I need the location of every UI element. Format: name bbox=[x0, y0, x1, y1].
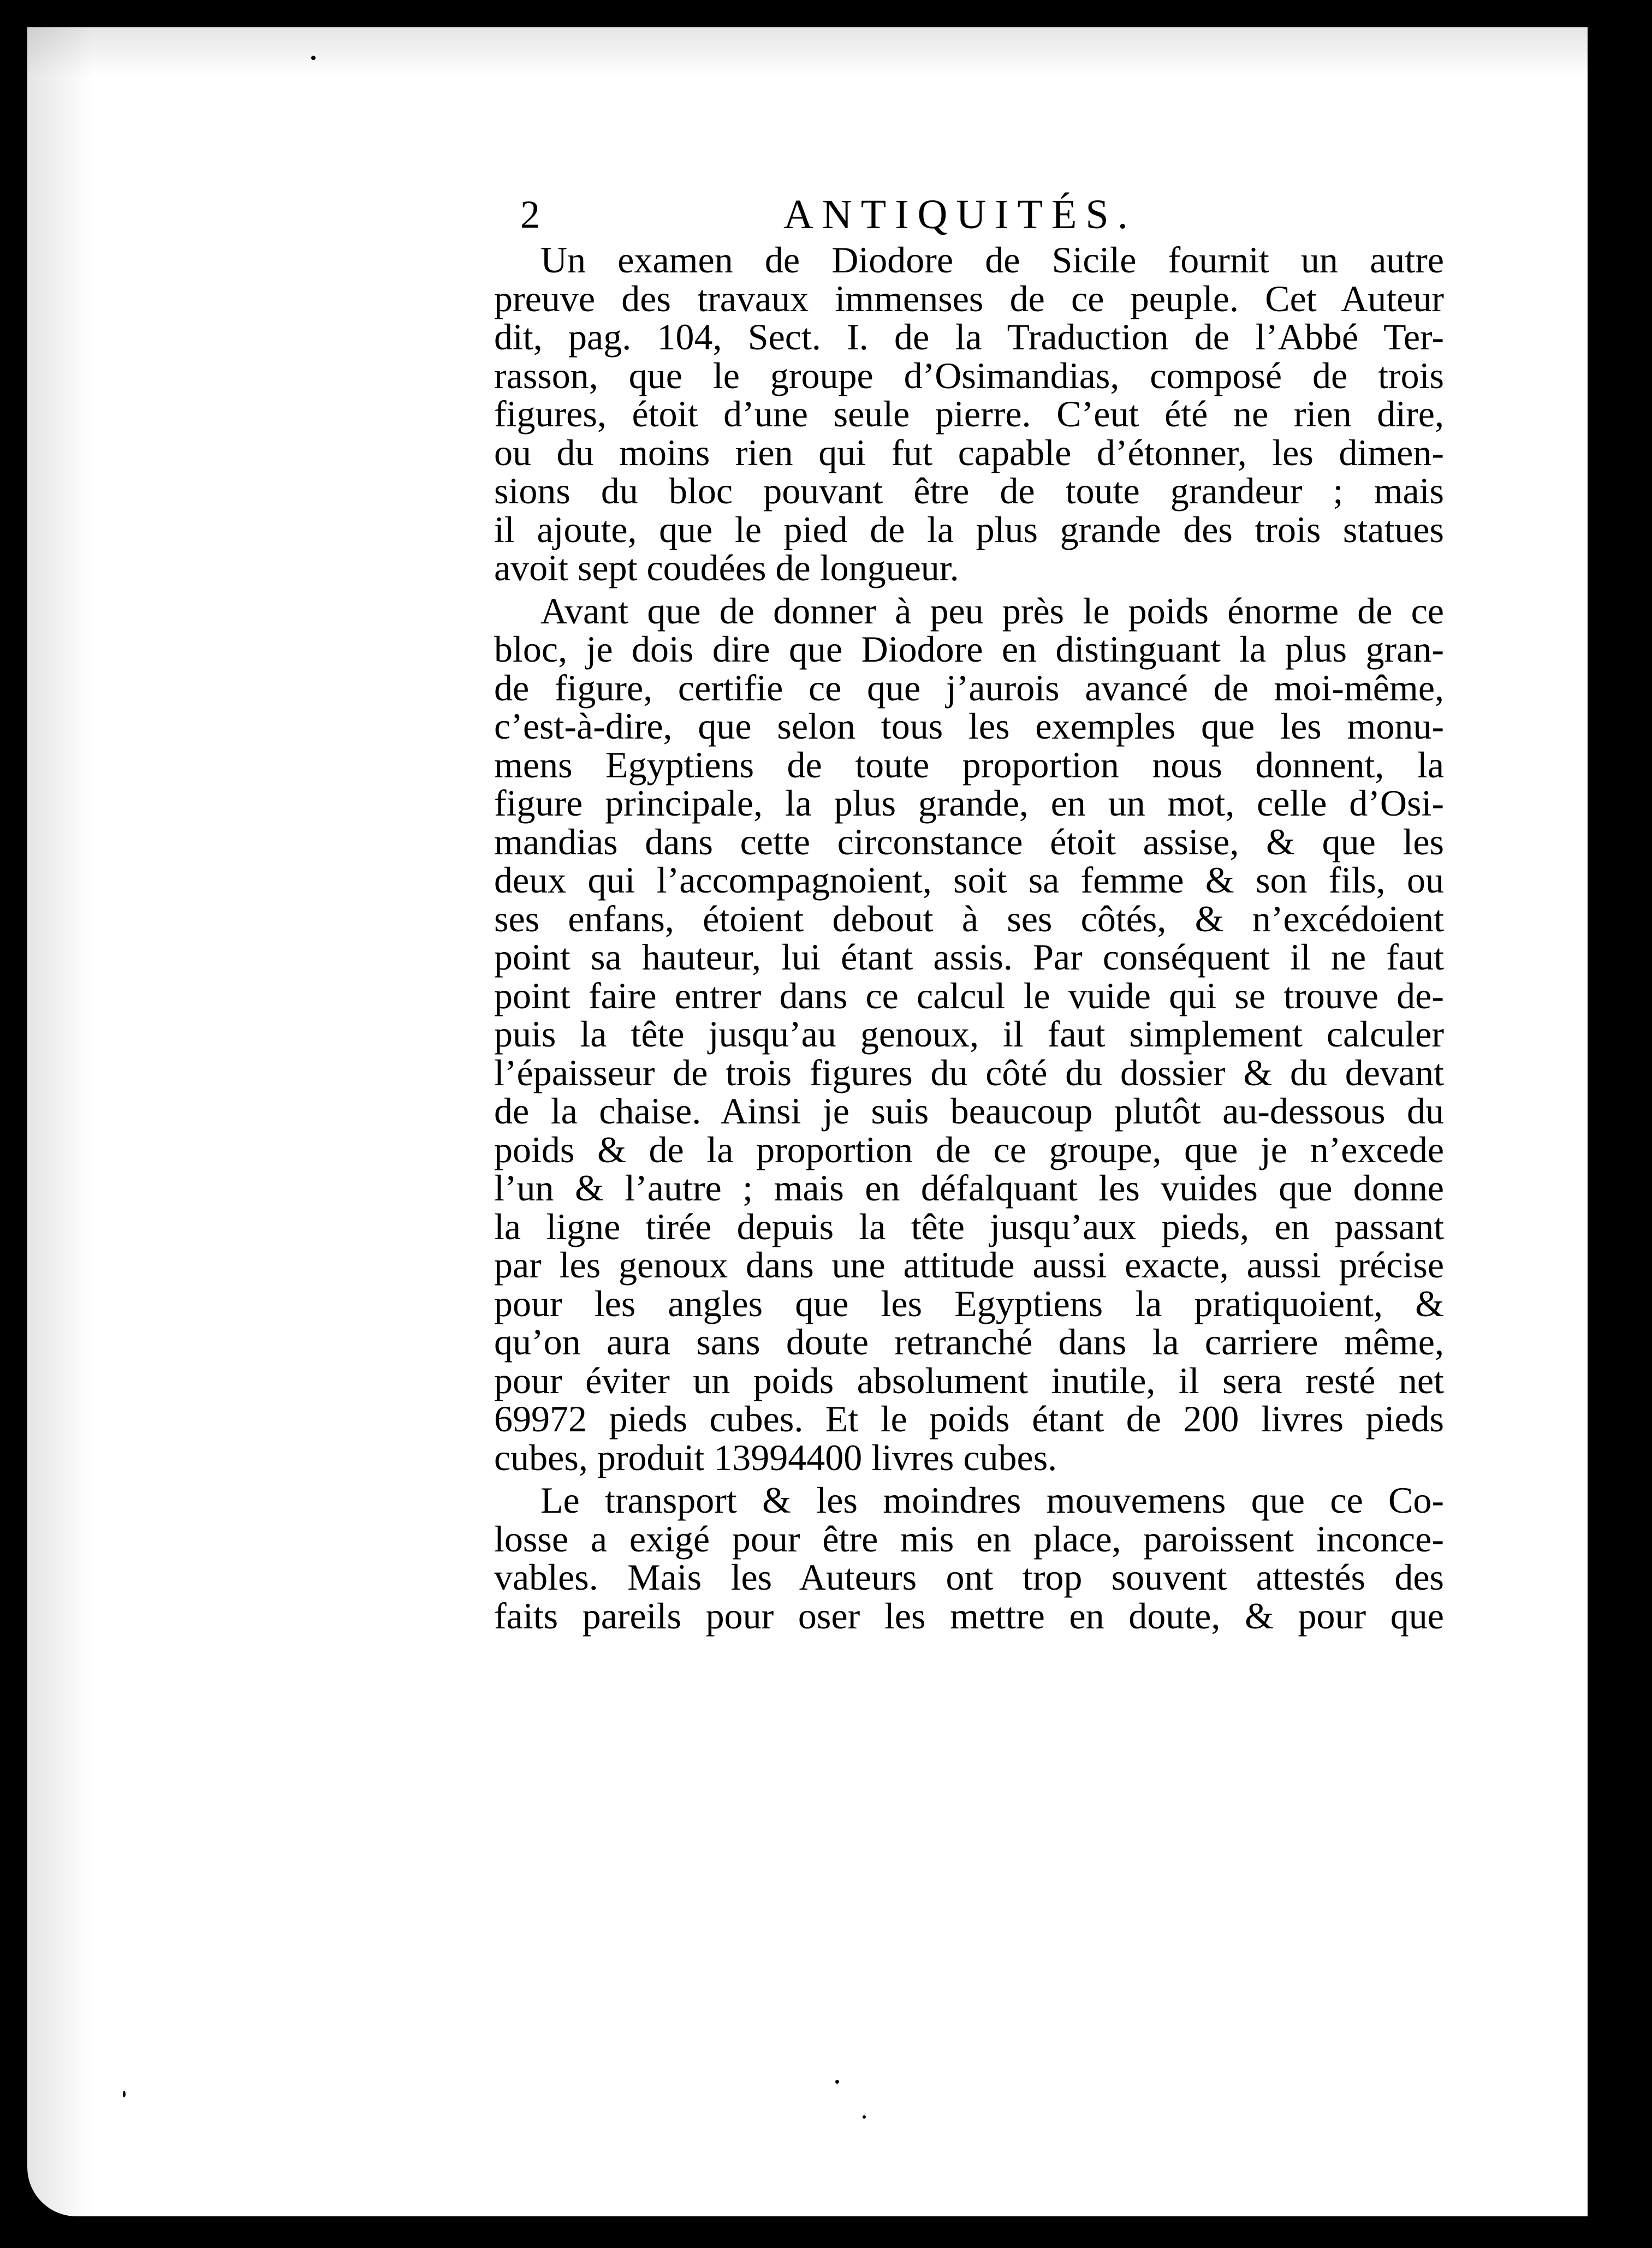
text-line: Avant que de donner à peu près le poids énorme de ce bbox=[540, 590, 1444, 632]
text-line: mandias dans cette circonstance étoit assise, & que les bbox=[494, 820, 1444, 863]
scan-border-right bbox=[1588, 27, 1620, 2216]
text-line: pour éviter un poids absolument inutile, il sera resté net bbox=[494, 1359, 1444, 1401]
text-line: 69972 pieds cubes. Et le poids étant de 200 livres pieds bbox=[494, 1398, 1444, 1440]
ink-speck bbox=[311, 56, 316, 60]
text-line: avoit sept coudées de longueur. bbox=[494, 547, 959, 588]
text-line: dit, pag. 104, Sect. I. de la Traduction de l’Abbé Ter- bbox=[494, 316, 1444, 358]
text-line: ou du moins rien qui fut capable d’étonner, les dimen- bbox=[494, 431, 1444, 473]
text-line: de la chaise. Ainsi je suis beaucoup plutôt au-dessous du bbox=[494, 1090, 1444, 1132]
text-line: figures, étoit d’une seule pierre. C’eut été ne rien dire, bbox=[494, 393, 1444, 435]
text-line: rasson, que le groupe d’Osimandias, composé de trois bbox=[494, 354, 1444, 396]
text-line: puis la tête jusqu’au genoux, il faut simplement calculer bbox=[494, 1013, 1444, 1055]
page-number: 2 bbox=[520, 193, 540, 236]
running-title: ANTIQUITÉS. bbox=[783, 192, 1137, 237]
text-line: point faire entrer dans ce calcul le vuide qui se trouve de- bbox=[494, 974, 1444, 1016]
text-line: losse a exigé pour être mis en place, paroissent inconce- bbox=[494, 1518, 1444, 1560]
scan-shadow-top bbox=[27, 27, 1620, 76]
paragraph-3 bbox=[494, 1481, 1444, 1635]
text-line: l’un & l’autre ; mais en défalquant les vuides que donne bbox=[494, 1167, 1444, 1209]
text-line: bloc, je dois dire que Diodore en distinguant la plus gran- bbox=[494, 628, 1444, 670]
text-line: Le transport & les moindres mouvemens que ce Co- bbox=[540, 1479, 1444, 1521]
text-line: figure principale, la plus grande, en un mot, celle d’Osi- bbox=[494, 782, 1444, 824]
text-line: par les genoux dans une attitude aussi exacte, aussi précise bbox=[494, 1244, 1444, 1286]
ink-speck bbox=[123, 2091, 126, 2097]
scanned-page bbox=[27, 27, 1620, 2216]
text-line: la ligne tirée depuis la tête jusqu’aux pieds, en passant bbox=[494, 1205, 1444, 1247]
text-line: cubes, produit 13994400 livres cubes. bbox=[494, 1436, 1057, 1478]
text-line: sions du bloc pouvant être de toute grandeur ; mais bbox=[494, 470, 1444, 512]
text-line: de figure, certifie ce que j’aurois avancé de moi-même, bbox=[494, 667, 1444, 709]
text-line: preuve des travaux immenses de ce peuple. Cet Auteur bbox=[494, 277, 1444, 319]
page-text bbox=[494, 188, 1444, 1635]
text-line: pour les angles que les Egyptiens la pratiquoient, & bbox=[494, 1282, 1444, 1324]
paragraph-2 bbox=[494, 592, 1444, 1477]
ink-speck bbox=[863, 2115, 866, 2119]
text-line: faits pareils pour oser les mettre en doute, & pour que bbox=[494, 1595, 1444, 1637]
text-line: poids & de la proportion de ce groupe, que je n’excede bbox=[494, 1128, 1444, 1170]
text-line: Un examen de Diodore de Sicile fournit un autre bbox=[540, 239, 1444, 281]
text-line: c’est-à-dire, que selon tous les exemples que les monu- bbox=[494, 705, 1444, 747]
text-line: mens Egyptiens de toute proportion nous donnent, la bbox=[494, 744, 1444, 786]
text-line: deux qui l’accompagnoient, soit sa femme & son fils, ou bbox=[494, 859, 1444, 901]
text-line: ses enfans, étoient debout à ses côtés, & n’excédoient bbox=[494, 897, 1444, 939]
paragraph-1 bbox=[494, 241, 1444, 587]
text-line: point sa hauteur, lui étant assis. Par conséquent il ne faut bbox=[494, 936, 1444, 978]
text-line: qu’on aura sans doute retranché dans la carriere même, bbox=[494, 1321, 1444, 1363]
scan-shadow-left bbox=[27, 27, 93, 2216]
text-line: il ajoute, que le pied de la plus grande des trois statues bbox=[494, 508, 1444, 550]
text-line: vables. Mais les Auteurs ont trop souvent attestés des bbox=[494, 1556, 1444, 1598]
text-line: l’épaisseur de trois figures du côté du dossier & du devant bbox=[494, 1051, 1444, 1093]
running-head bbox=[494, 188, 1444, 241]
ink-speck bbox=[835, 2080, 839, 2084]
